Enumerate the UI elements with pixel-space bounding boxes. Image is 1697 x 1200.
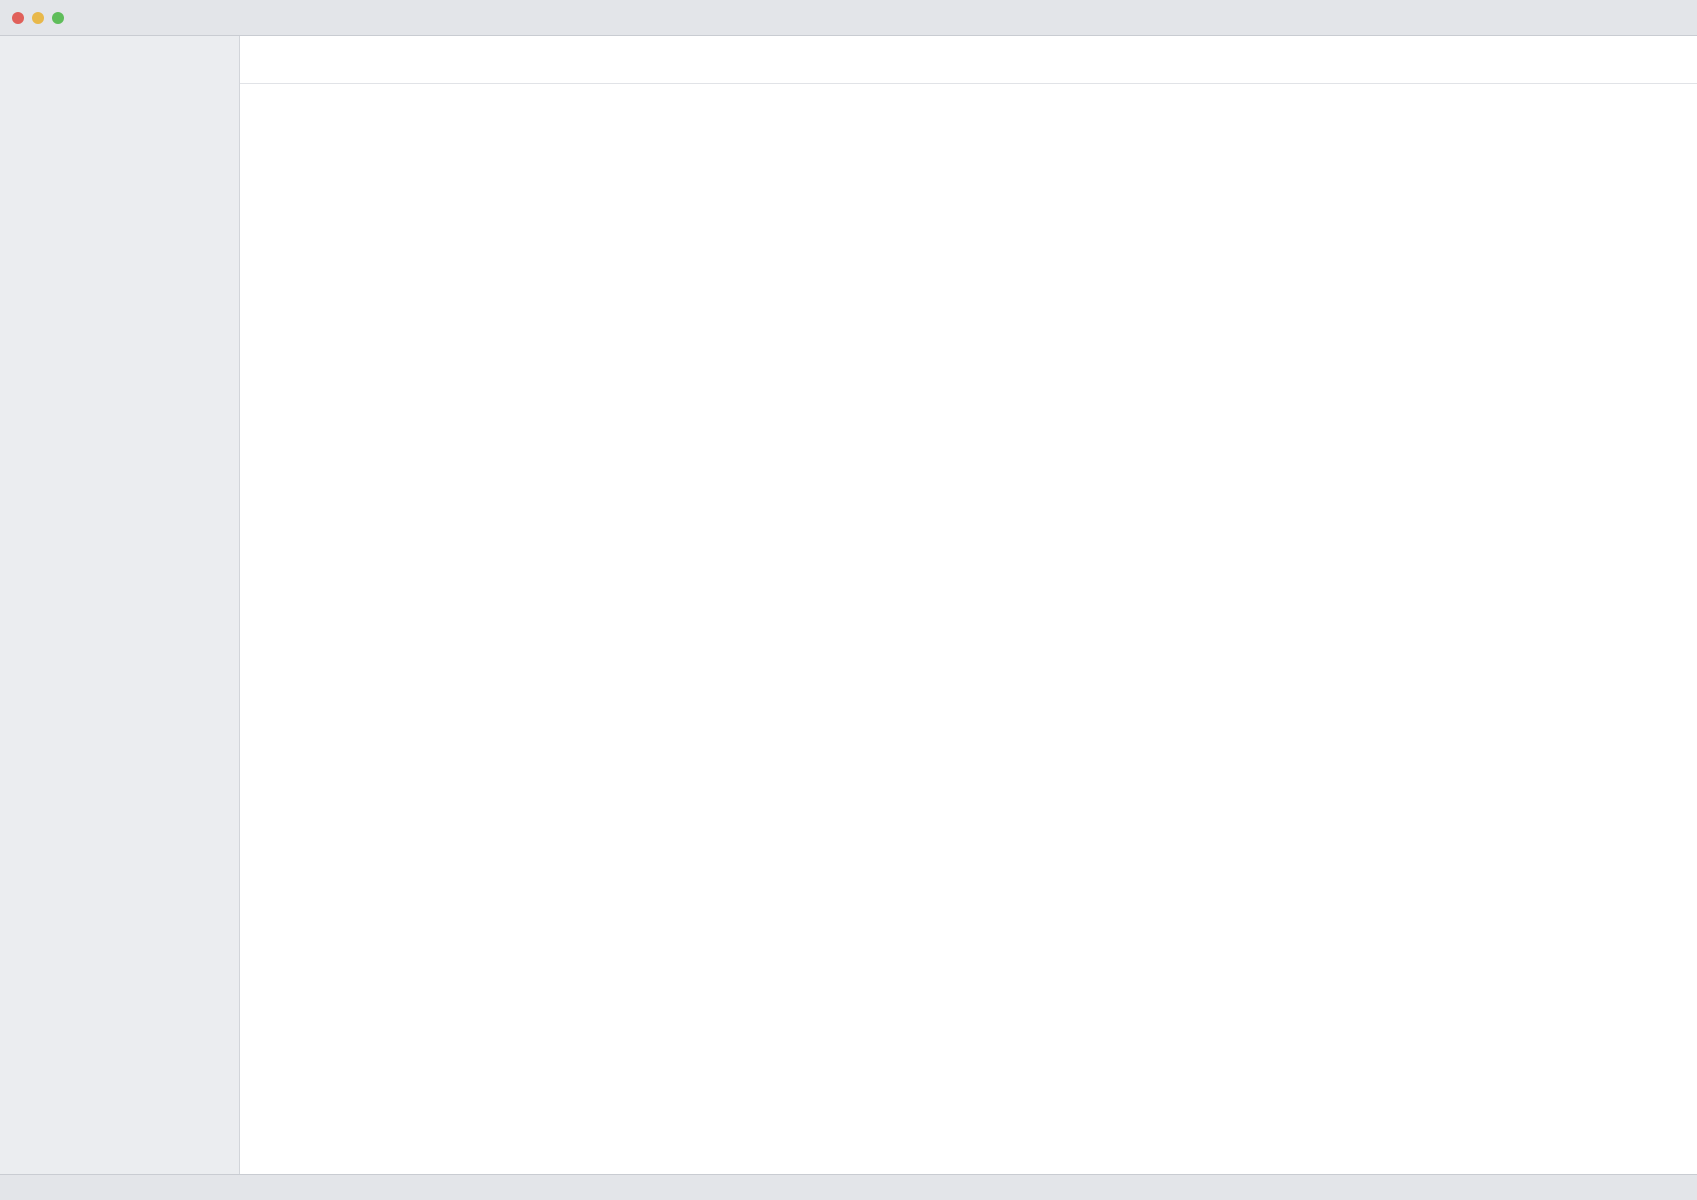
sidebar <box>0 36 240 1174</box>
maximize-window-icon[interactable] <box>52 12 64 24</box>
window-controls <box>12 12 64 24</box>
status-bar <box>0 1174 1697 1200</box>
title-bar <box>0 0 1697 36</box>
body-row <box>0 36 1697 1174</box>
minimize-window-icon[interactable] <box>32 12 44 24</box>
main-panel <box>240 36 1697 1174</box>
main-header <box>240 36 1697 84</box>
close-window-icon[interactable] <box>12 12 24 24</box>
content-area <box>240 84 1697 1174</box>
